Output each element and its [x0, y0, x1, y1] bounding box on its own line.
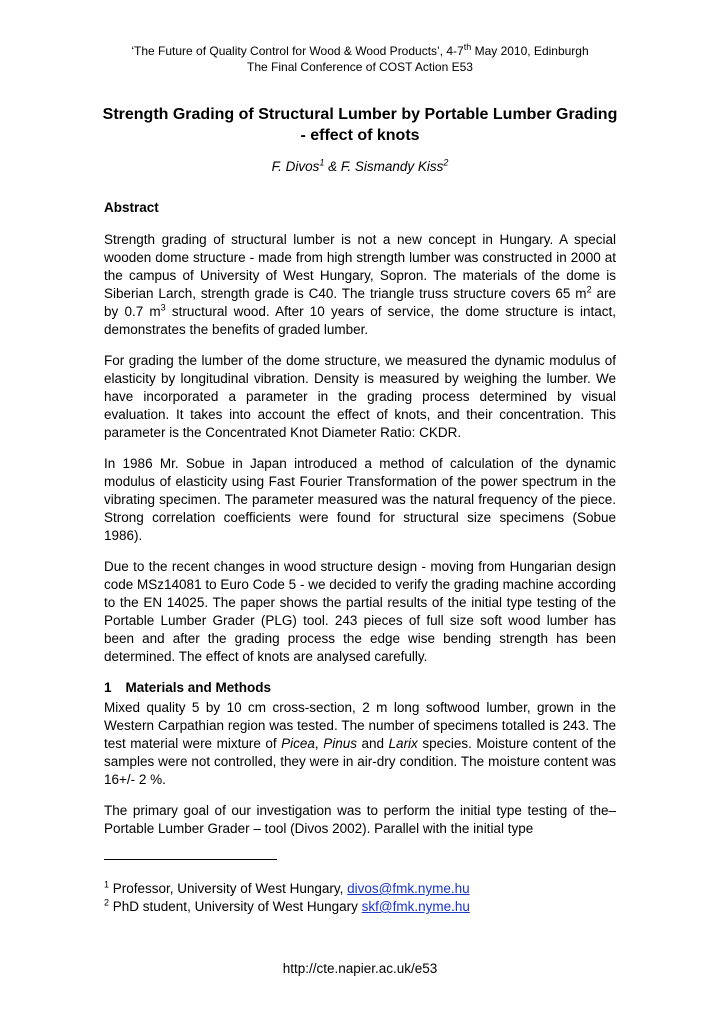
- abstract-p1-sup-2: 3: [160, 302, 166, 313]
- abstract-p1-text-b: are by 0.7 m: [104, 286, 616, 319]
- footnote-divider: [104, 859, 277, 860]
- footnote-1-email-link[interactable]: divos@fmk.nyme.hu: [347, 881, 470, 896]
- section-1-title: Materials and Methods: [125, 680, 272, 695]
- abstract-paragraph-4: Due to the recent changes in wood structure design - moving from Hungarian design code MSz14081 to Euro Code 5 - we decided to verify the grading machine according to the EN 14025. The paper shows the partial results of the initial type testing of the Portable Lumber Grader (PLG) tool. 243 pieces of full size soft wood lumber has been and after the grading process the edge wise bending strength has been determined. The effect of knots are analysed carefully.: [104, 559, 616, 664]
- abstract-paragraph-2: For grading the lumber of the dome structure, we measured the dynamic modulus of elasticity by longitudinal vibration. Density is measured by weighing the lumber. We have incorporated a parameter in the grading process determined by visual evaluation. It takes into account the effect of knots, and their concentration. This parameter is the Concentrated Knot Diameter Ratio: CKDR.: [104, 353, 616, 440]
- section-1-p1-text-a: Mixed quality 5 by 10 cm cross-section, 2 m long softwood lumber, grown in the Western Carpathian region was tested. The number of specimens totalled is 243. The test material were mixture of: [104, 700, 616, 751]
- abstract-p1-text-a: Strength grading of structural lumber is not a new concept in Hungary. A special wooden dome structure - made from high strength lumber was constructed in 2000 at the campus of University of West Hungary, Sopron. The materials of the dome is Siberian Larch, strength grade is C40. The triangle truss structure covers 65 m: [104, 232, 616, 301]
- header-line-1-date: May 2010, Edinburgh: [471, 44, 589, 58]
- footnote-1-text: Professor, University of West Hungary,: [109, 881, 348, 896]
- footnote-2-email-link[interactable]: skf@fmk.nyme.hu: [361, 899, 470, 914]
- paper-title: Strength Grading of Structural Lumber by Portable Lumber Grading - effect of knots: [102, 106, 618, 144]
- section-1-number: 1: [104, 680, 112, 695]
- abstract-paragraph-1: [104, 231, 616, 339]
- abstract-p1-text-c: structural wood. After 10 years of service, the dome structure is intact, demonstrates the benefits of graded lumber.: [104, 304, 616, 337]
- paper-body: [104, 199, 616, 851]
- section-1-p1-text-b: ,: [314, 736, 324, 751]
- footnote-1-mark: 1: [104, 879, 110, 890]
- section-1-p1-text-c: and: [356, 736, 389, 751]
- section-1-paragraph-2: The primary goal of our investigation was to perform the initial type testing of the– Portable Lumber Grader – tool (Divos 2002). Parallel with the initial type: [104, 803, 616, 836]
- section-1-heading: [104, 679, 616, 697]
- footnote-1: [104, 880, 616, 898]
- footnote-2-mark: 2: [104, 897, 110, 908]
- header-line-2: The Final Conference of COST Action E53: [247, 60, 473, 74]
- species-larix: Larix: [388, 736, 418, 751]
- species-pinus: Pinus: [323, 736, 357, 751]
- header-superscript: th: [463, 42, 472, 52]
- section-1-paragraph-1: [104, 699, 616, 789]
- author-separator: &: [324, 159, 341, 174]
- header-line-1: [0, 43, 720, 59]
- species-picea: Picea: [281, 736, 315, 751]
- footnote-2-text: PhD student, University of West Hungary: [109, 899, 362, 914]
- section-1-p1-text-d: species. Moisture content of the samples were not controlled, they were in air-dry condition. The moisture content was 16+/- 2 %.: [104, 736, 616, 787]
- abstract-p1-sup-1: 2: [586, 284, 592, 295]
- abstract-heading: Abstract: [104, 200, 159, 215]
- conference-header: [0, 43, 720, 75]
- footnotes: [104, 880, 616, 916]
- page-footer-url: http://cte.napier.ac.uk/e53: [282, 961, 438, 976]
- author-line: [0, 159, 720, 174]
- footnote-2: [104, 898, 616, 916]
- author-1-footnote-mark: 1: [319, 157, 325, 168]
- header-line-1-text: ‘The Future of Quality Control for Wood & Wood Products’, 4-7: [131, 44, 464, 58]
- author-2: F. Sismandy Kiss: [340, 159, 444, 174]
- author-1: F. Divos: [271, 159, 320, 174]
- abstract-paragraph-3: In 1986 Mr. Sobue in Japan introduced a method of calculation of the dynamic modulus of elasticity using Fast Fourier Transformation of the power spectrum in the vibrating specimen. The parameter measured was the natural frequency of the piece. Strong correlation coefficients were found for structural size specimens (Sobue 1986).: [104, 456, 616, 543]
- author-2-footnote-mark: 2: [443, 157, 449, 168]
